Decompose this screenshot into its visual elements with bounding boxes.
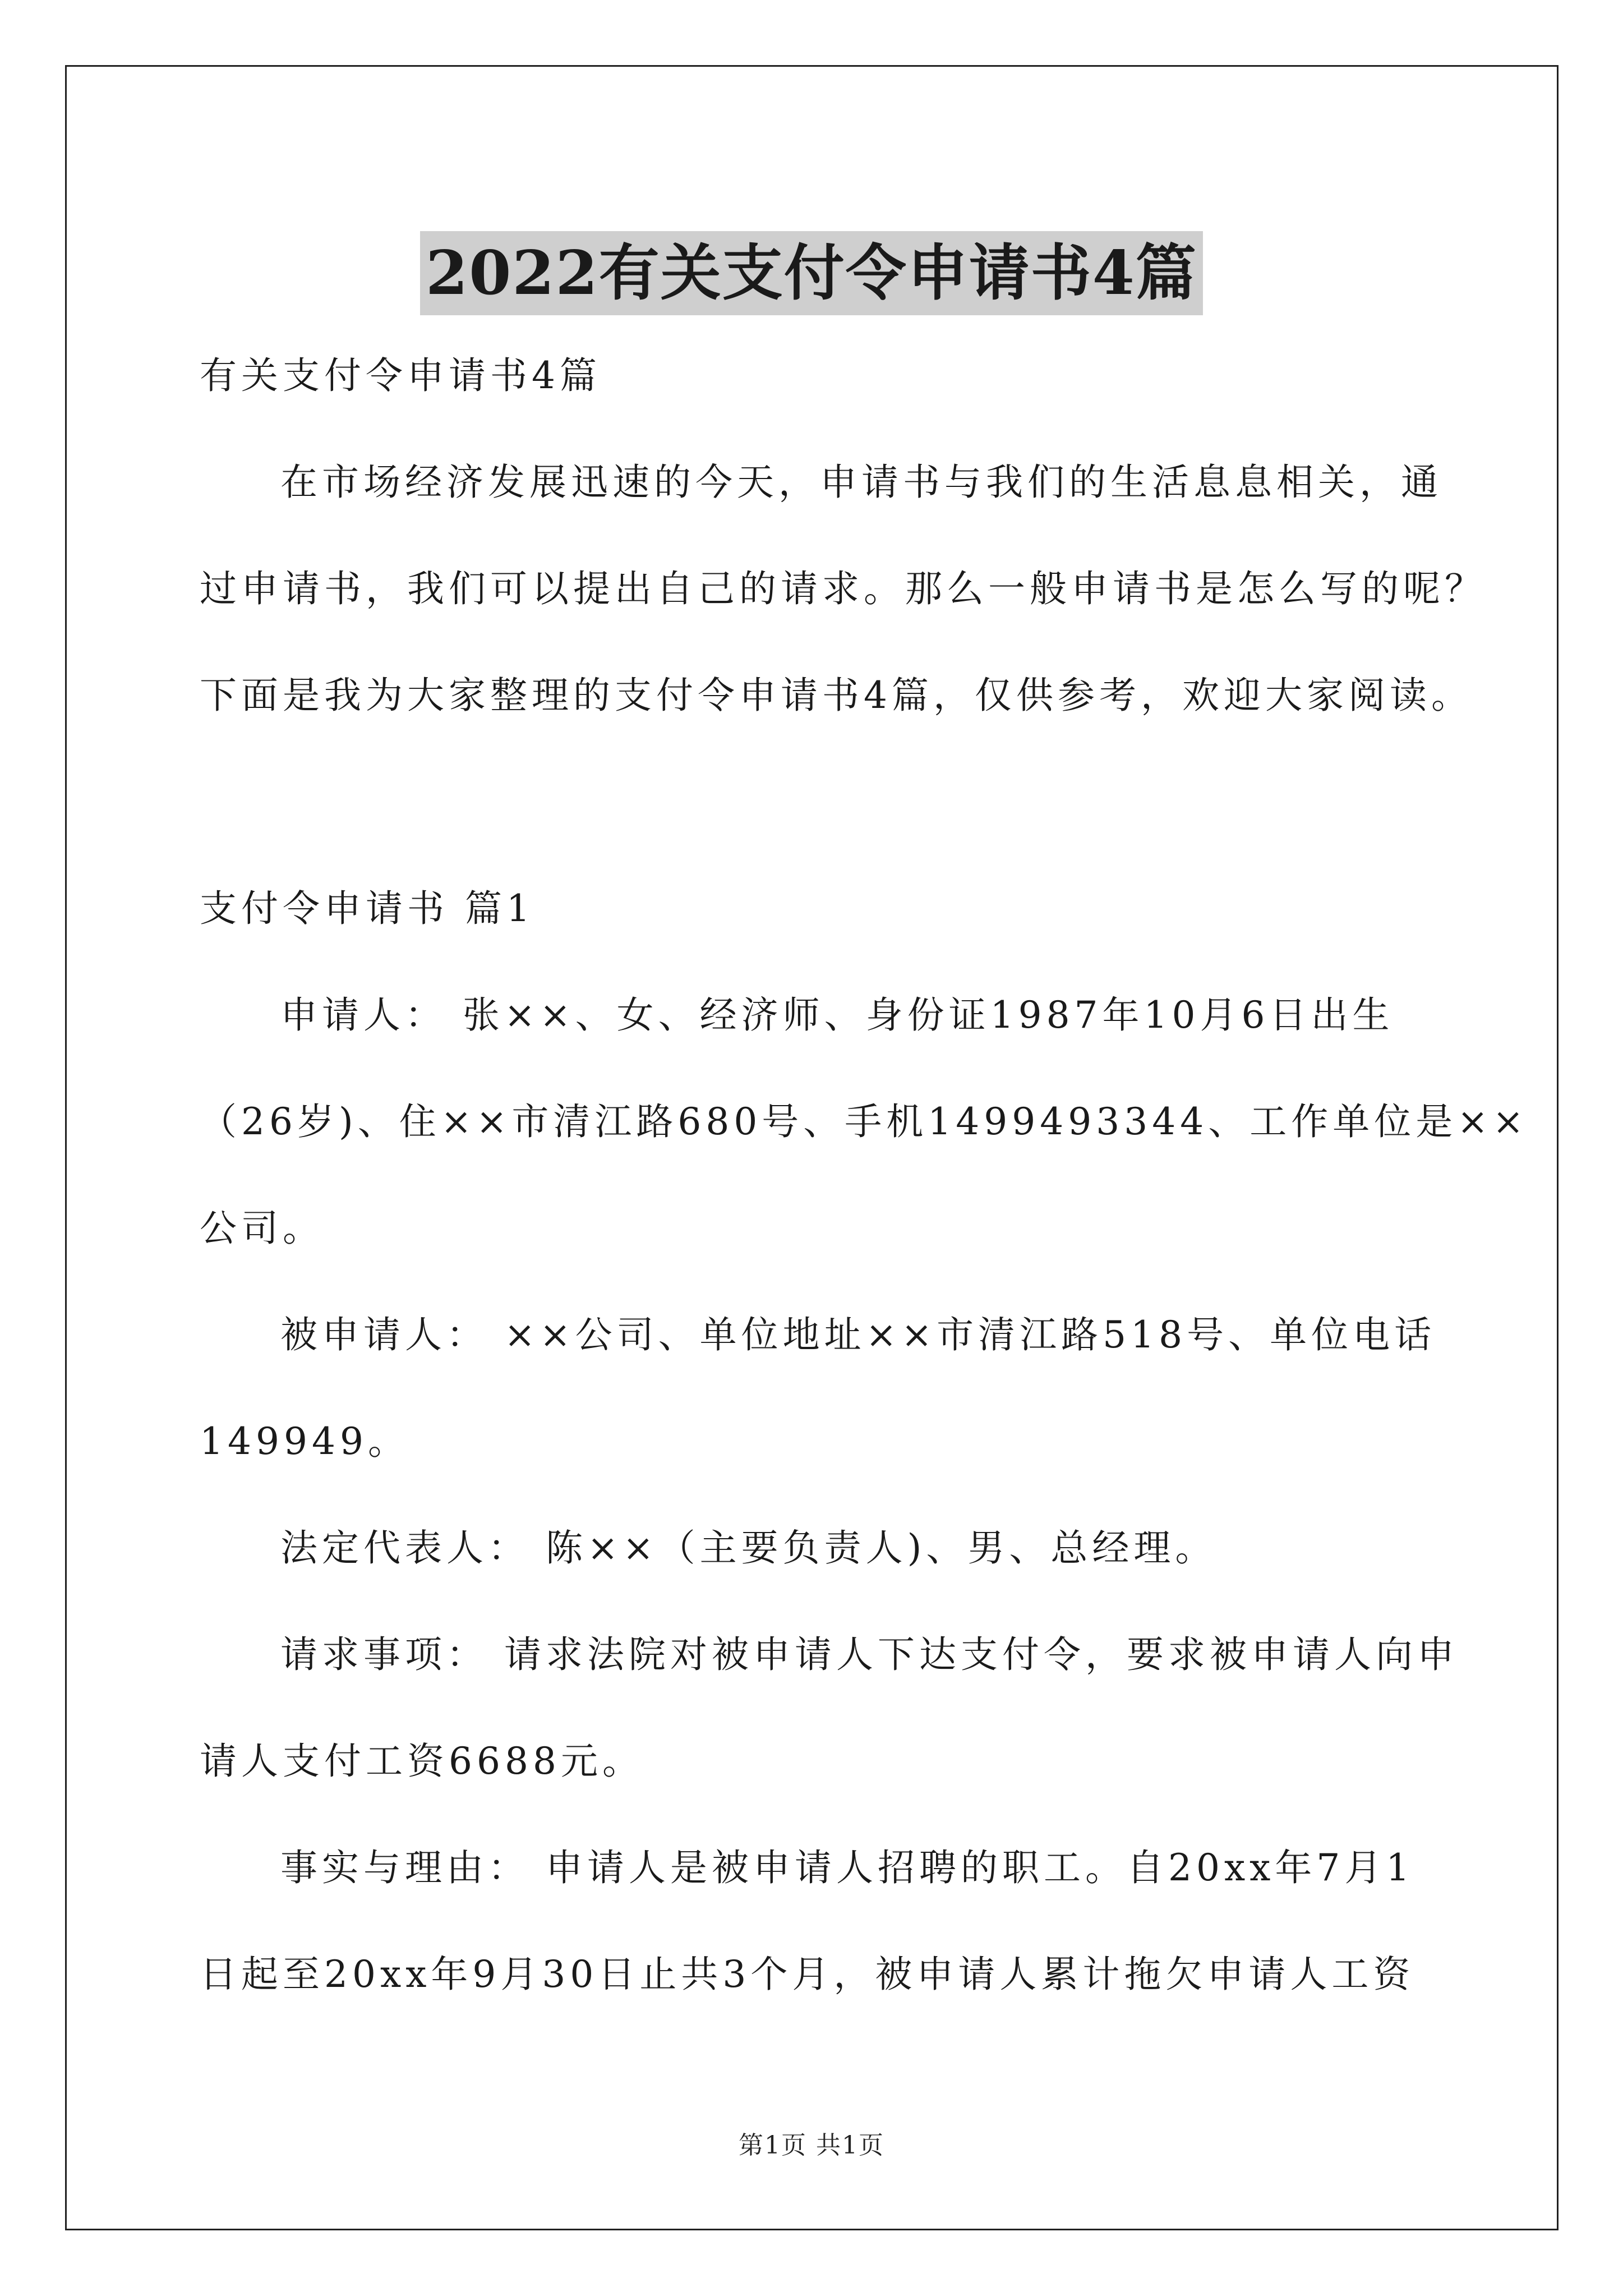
- claim-paragraph-line: 请人支付工资6688元。: [200, 1740, 644, 1783]
- facts-paragraph-line: 日起至20xx年9月30日止共3个月，被申请人累计拖欠申请人工资: [200, 1953, 1415, 1996]
- legal-representative-line: 法定代表人： 陈××（主要负责人)、男、总经理。: [280, 1526, 1217, 1570]
- respondent-paragraph-line: 被申请人： ××公司、单位地址××市清江路518号、单位电话: [280, 1313, 1436, 1356]
- subtitle-line: 有关支付令申请书4篇: [200, 354, 601, 397]
- claim-paragraph-line: 请求事项： 请求法院对被申请人下达支付令，要求被申请人向申: [280, 1633, 1459, 1676]
- title-container: [0, 191, 1623, 356]
- page-number: 第1页 共1页: [739, 2131, 884, 2160]
- intro-paragraph-line: 下面是我为大家整理的支付令申请书4篇，仅供参考，欢迎大家阅读。: [200, 674, 1473, 717]
- section-heading: 支付令申请书 篇1: [200, 887, 534, 930]
- facts-paragraph-line: 事实与理由： 申请人是被申请人招聘的职工。自20xx年7月1: [280, 1846, 1414, 1889]
- intro-paragraph-line: 在市场经济发展迅速的今天，申请书与我们的生活息息相关，通: [280, 461, 1442, 504]
- respondent-paragraph-line: 149949。: [200, 1420, 409, 1463]
- applicant-paragraph-line: （26岁)、住××市清江路680号、手机1499493344、工作单位是××: [200, 1100, 1528, 1143]
- applicant-paragraph-line: 公司。: [200, 1207, 324, 1250]
- applicant-paragraph-line: 申请人： 张××、女、经济师、身份证1987年10月6日出生: [280, 993, 1394, 1037]
- document-title: 2022有关支付令申请书4篇: [420, 231, 1203, 315]
- intro-paragraph-line: 过申请书，我们可以提出自己的请求。那么一般申请书是怎么写的呢？: [200, 567, 1486, 610]
